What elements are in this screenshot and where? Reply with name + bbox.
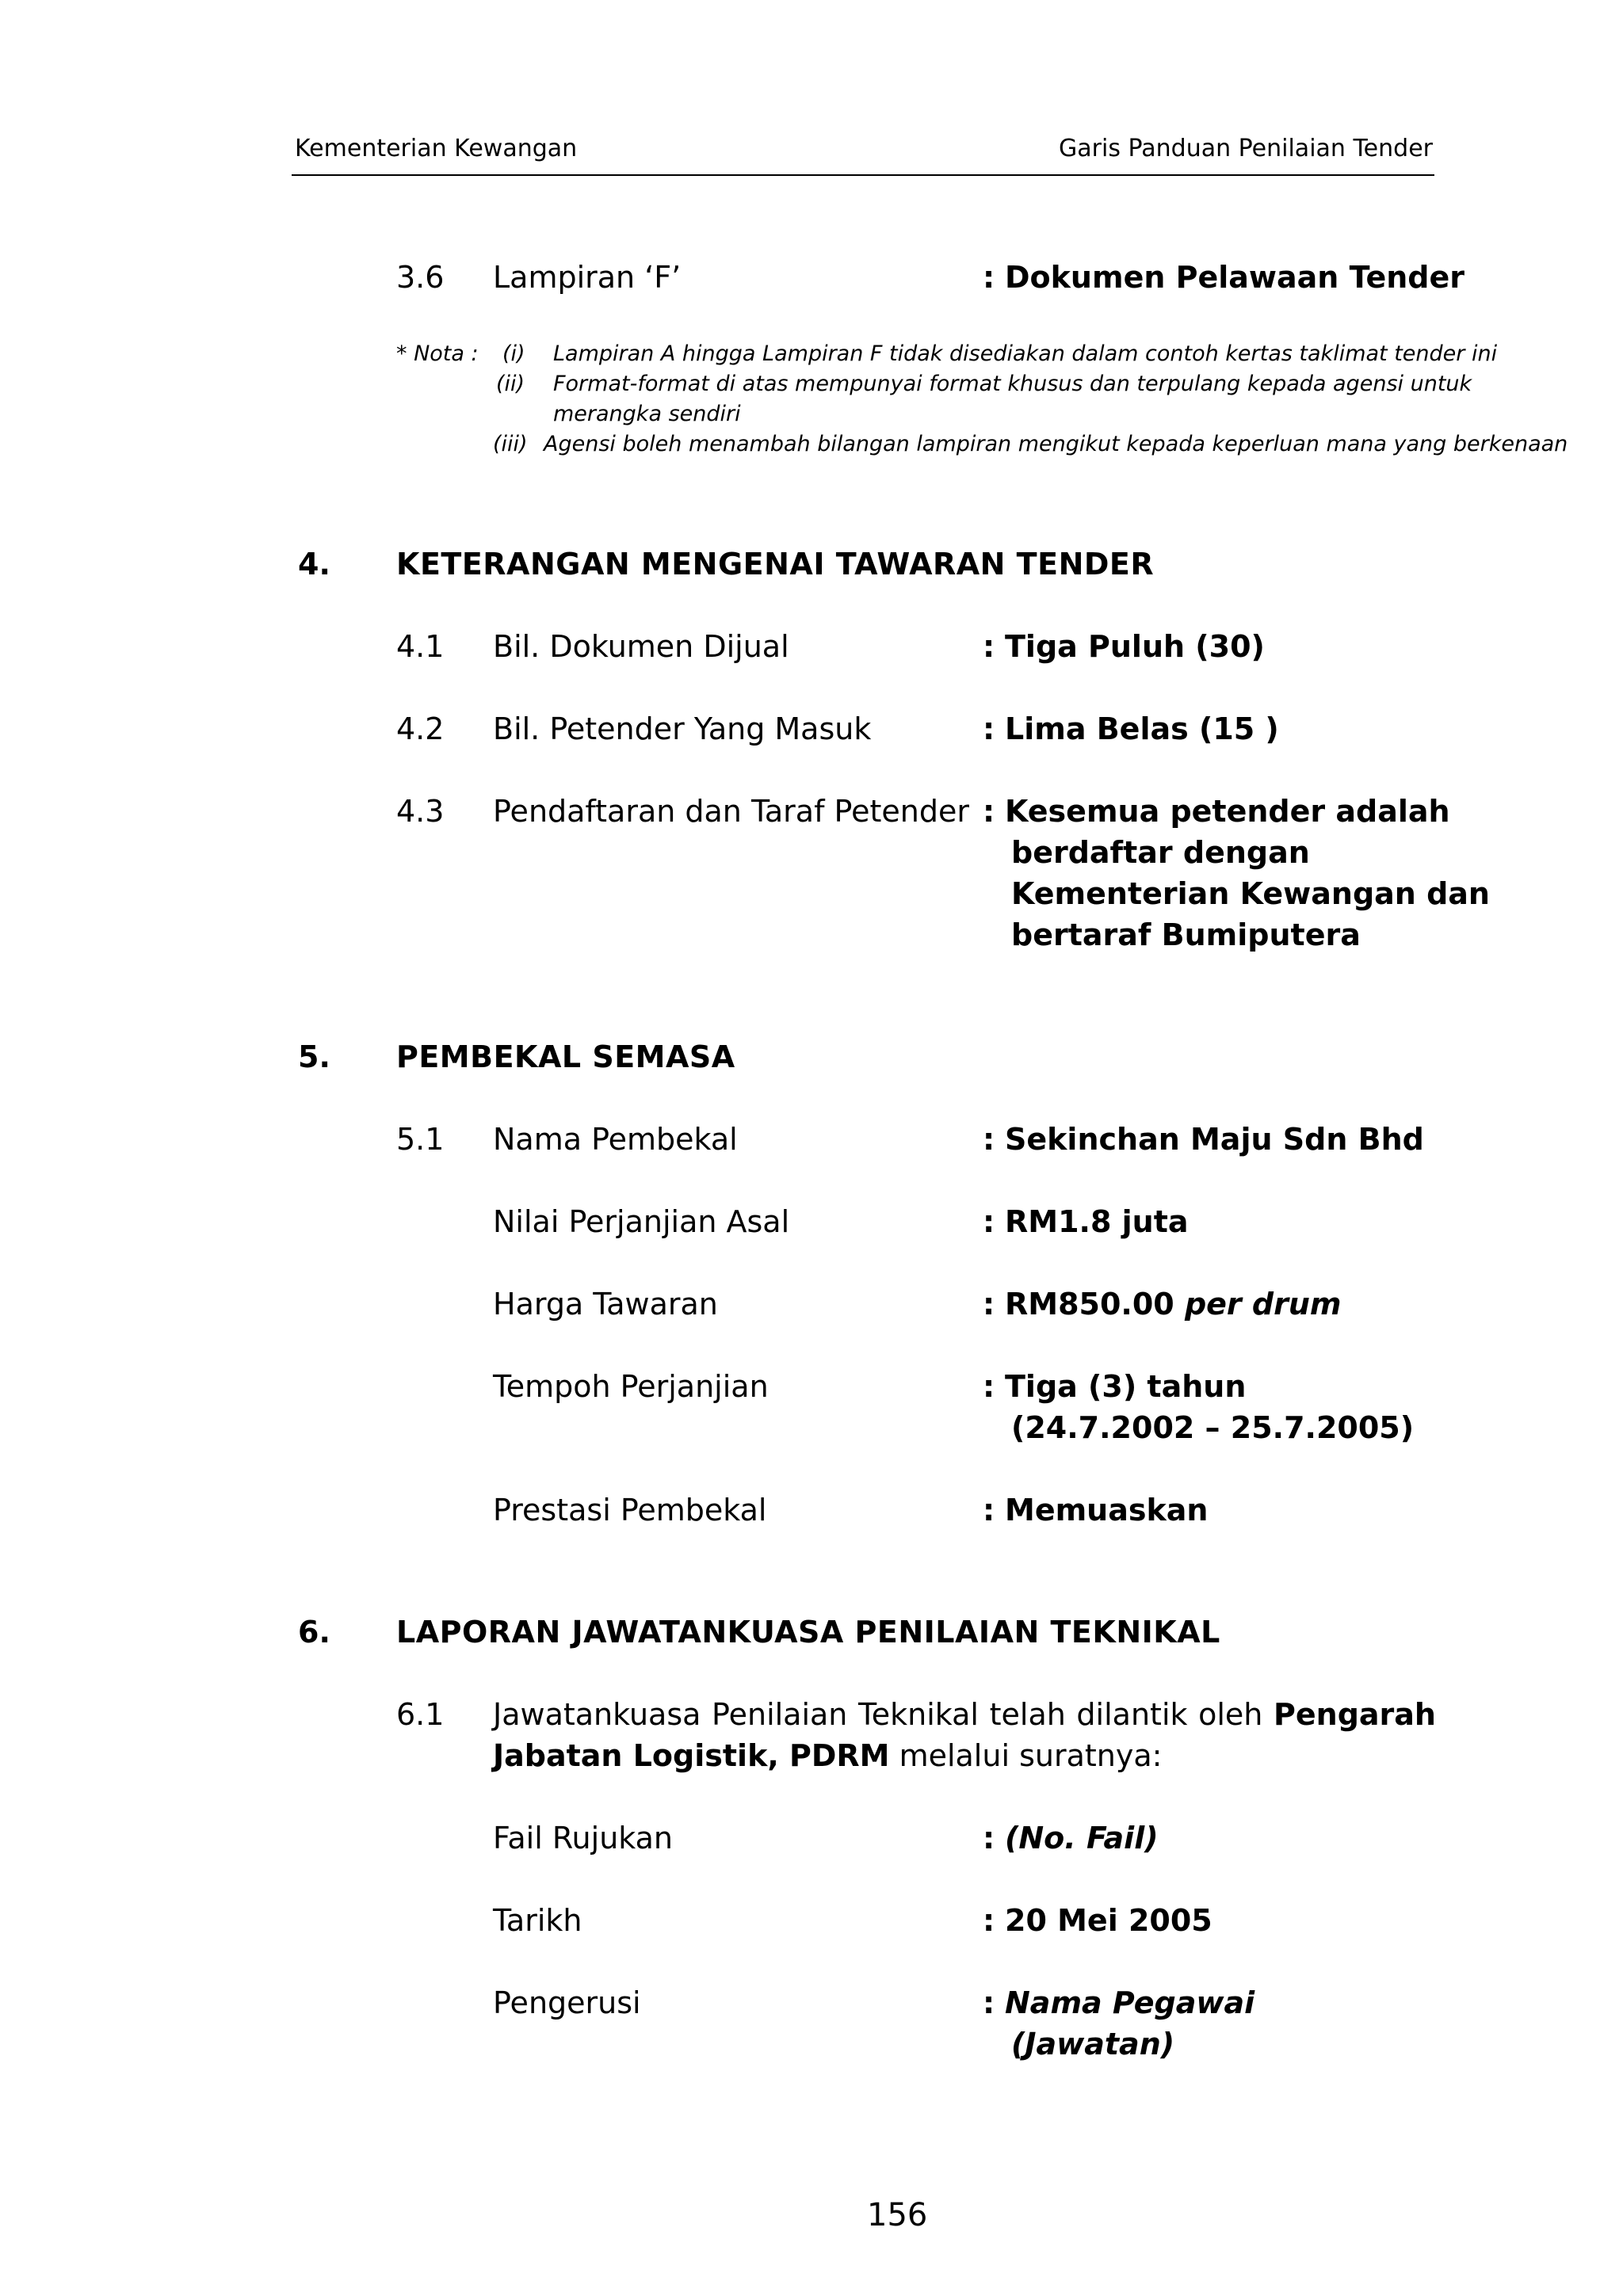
item-value <box>1005 1283 1342 1325</box>
note-mark: (iii) <box>493 432 528 456</box>
item-number: 3.6 <box>396 260 445 295</box>
item-number: 4.2 <box>396 711 445 746</box>
header-rule <box>292 174 1434 176</box>
paragraph-6-1 <box>493 1694 1436 1776</box>
item-value-line: Nama Pegawai <box>1005 1985 1255 2020</box>
item-value-line: Tiga (3) tahun <box>1005 1369 1247 1404</box>
section-title: KETERANGAN MENGENAI TAWARAN TENDER <box>396 547 1155 582</box>
item-colon: : <box>983 629 995 664</box>
note-text: Lampiran A hingga Lampiran F tidak disediakan dalam contoh kertas taklimat tender ini <box>553 341 1498 366</box>
paragraph-text: Jawatankuasa Penilaian Teknikal telah dilantik oleh <box>493 1697 1274 1732</box>
item-colon: : <box>983 1985 995 2020</box>
item-colon: : <box>983 260 995 295</box>
item-colon: : <box>983 1204 995 1239</box>
item-label: Pengerusi <box>493 1985 641 2020</box>
item-value: (No. Fail) <box>1005 1821 1159 1855</box>
header-left: Kementerian Kewangan <box>295 135 578 162</box>
item-value: Tiga Puluh (30) <box>1005 629 1265 664</box>
item-label: Nama Pembekal <box>493 1122 738 1157</box>
item-colon: : <box>983 1493 995 1527</box>
header-right: Garis Panduan Penilaian Tender <box>1059 135 1433 162</box>
item-colon: : <box>983 711 995 746</box>
item-value: Dokumen Pelawaan Tender <box>1005 260 1465 295</box>
price-unit: per drum <box>1184 1287 1342 1322</box>
item-number: 4.1 <box>396 629 445 664</box>
section-number: 4. <box>298 547 330 582</box>
item-value: 20 Mei 2005 <box>1005 1903 1212 1938</box>
item-number: 4.3 <box>396 794 445 829</box>
paragraph-text: melalui suratnya: <box>889 1738 1163 1773</box>
note-text: Agensi boleh menambah bilangan lampiran mengikut kepada keperluan mana yang berkenaan <box>544 432 1568 456</box>
item-label: Harga Tawaran <box>493 1287 718 1322</box>
item-label: Lampiran ‘F’ <box>493 260 682 295</box>
note-mark: (i) <box>502 341 525 366</box>
note-text: Format-format di atas mempunyai format khusus dan terpulang kepada agensi untuk <box>553 372 1472 396</box>
section-title: LAPORAN JAWATANKUASA PENILAIAN TEKNIKAL <box>396 1615 1220 1650</box>
item-colon: : <box>983 1369 995 1404</box>
item-colon: : <box>983 794 995 829</box>
item-colon: : <box>983 1287 995 1322</box>
item-label: Fail Rujukan <box>493 1821 673 1855</box>
item-value-line: (24.7.2002 – 25.7.2005) <box>1011 1410 1415 1445</box>
item-label: Prestasi Pembekal <box>493 1493 767 1527</box>
item-label: Tarikh <box>493 1903 582 1938</box>
section-number: 5. <box>298 1039 330 1074</box>
item-colon: : <box>983 1122 995 1157</box>
item-value-line: bertaraf Bumiputera <box>1011 917 1361 952</box>
item-colon: : <box>983 1821 995 1855</box>
note-mark: (ii) <box>496 372 525 396</box>
item-label: Pendaftaran dan Taraf Petender <box>493 794 969 829</box>
item-value: Lima Belas (15 ) <box>1005 711 1279 746</box>
section-number: 6. <box>298 1615 330 1650</box>
item-colon: : <box>983 1903 995 1938</box>
item-number: 6.1 <box>396 1697 445 1732</box>
item-value-line: Kesemua petender adalah <box>1005 794 1450 829</box>
note-prefix: * Nota : <box>396 341 479 366</box>
item-value-line: berdaftar dengan <box>1011 835 1310 870</box>
item-value-line: Kementerian Kewangan dan <box>1011 876 1490 911</box>
section-title: PEMBEKAL SEMASA <box>396 1039 735 1074</box>
item-value-line: (Jawatan) <box>1011 2027 1175 2061</box>
item-value: RM1.8 juta <box>1005 1204 1189 1239</box>
item-label: Bil. Petender Yang Masuk <box>493 711 872 746</box>
item-label: Bil. Dokumen Dijual <box>493 629 789 664</box>
item-number: 5.1 <box>396 1122 445 1157</box>
note-text-continued: merangka sendiri <box>553 402 741 426</box>
item-label: Nilai Perjanjian Asal <box>493 1204 790 1239</box>
item-label: Tempoh Perjanjian <box>493 1369 769 1404</box>
page-number: 156 <box>867 2197 928 2233</box>
item-value: Sekinchan Maju Sdn Bhd <box>1005 1122 1424 1157</box>
item-value: Memuaskan <box>1005 1493 1209 1527</box>
paragraph-bold: Pengarah Jabatan Logistik, PDRM <box>493 1697 1436 1773</box>
price-value: RM850.00 <box>1005 1287 1174 1322</box>
